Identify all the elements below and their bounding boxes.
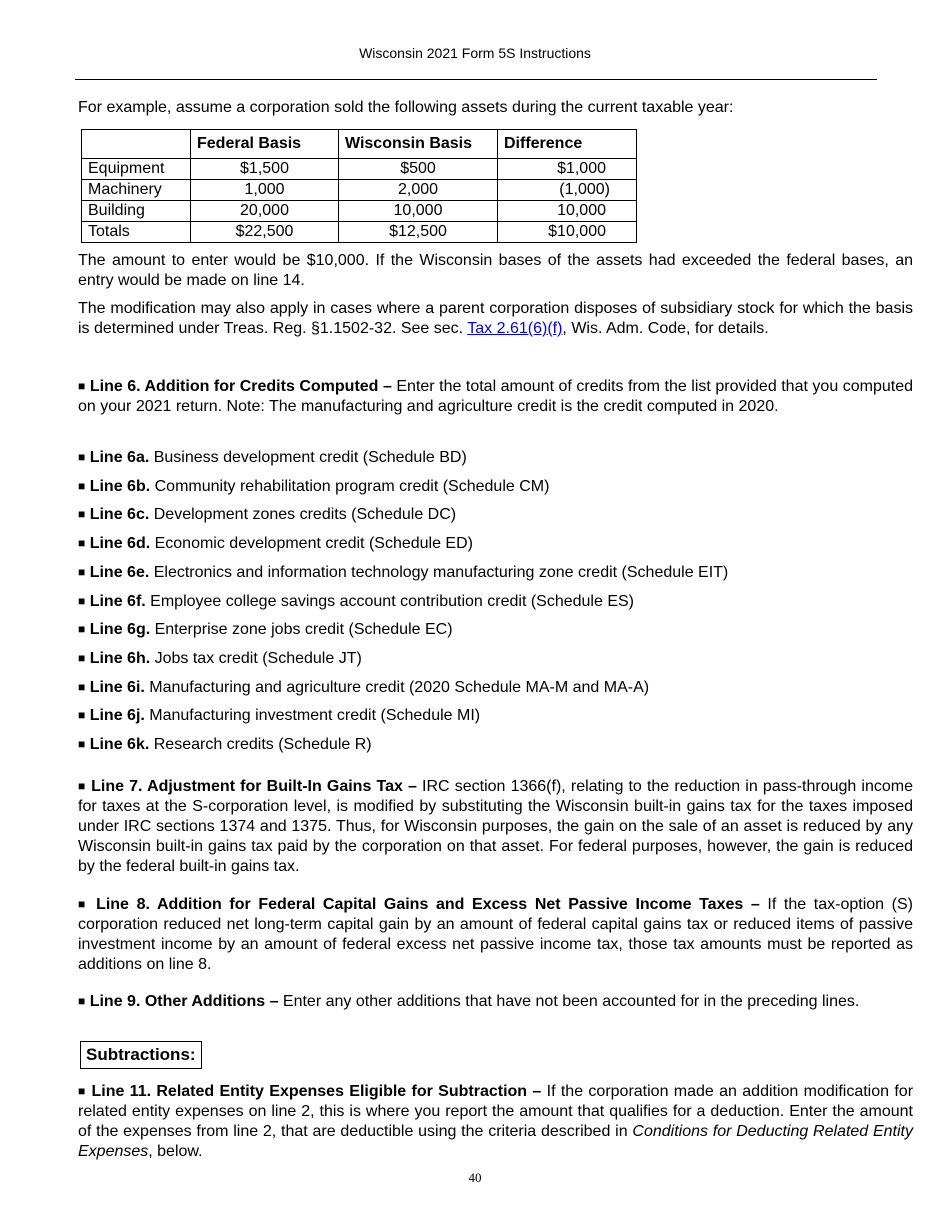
page-number: 40: [468, 1170, 482, 1185]
credit-item: [78, 504, 456, 525]
credit-line-label: Line 6b.: [89, 477, 151, 495]
credit-item: [78, 476, 549, 497]
credit-line-label: Line 6e.: [89, 563, 150, 581]
credit-line-label: Line 6a.: [89, 449, 150, 466]
text: , below.: [148, 1143, 203, 1160]
table-cell: $1,000: [498, 159, 637, 180]
text: IRC section 1366(f), relating to the reduction in pass-through income for taxes at the S-corporation level, is modified by substituting the Wisconsin built-in gains tax for the taxes imposed under IRC sections 1374 and 1375. Thus, for Wisconsin purposes, the gain on the sale of an asset is reduced by any Wisconsin built-in gains tax paid by the corporation on that asset. For federal purposes, however, the gain is reduced by the federal built-in gains tax.: [78, 778, 914, 875]
credit-item: [78, 533, 473, 554]
table-row: [82, 180, 637, 201]
basis-table: [81, 129, 637, 243]
bullet-icon: ■: [78, 737, 86, 751]
table-cell: 10,000: [498, 201, 637, 222]
bullet-icon: ■: [78, 478, 86, 493]
credit-text: Economic development credit (Schedule ED): [154, 535, 473, 553]
credit-text: Jobs tax credit (Schedule JT): [154, 649, 362, 667]
bullet-icon: ■: [78, 379, 86, 393]
credit-line-label: Line 6i.: [89, 678, 145, 696]
header-rule: [75, 79, 877, 80]
table-cell: 20,000: [191, 201, 339, 222]
table-header: [82, 130, 191, 159]
bullet-icon: ■: [78, 679, 86, 694]
credit-item: [78, 447, 467, 468]
bullet-icon: ■: [78, 564, 86, 579]
table-header: Difference: [498, 130, 637, 159]
credit-text: Development zones credits (Schedule DC): [153, 506, 457, 524]
table-cell: $22,500: [191, 222, 339, 243]
credit-text: Research credits (Schedule R): [153, 736, 372, 753]
credit-line-label: Line 6g.: [89, 621, 151, 639]
table-cell: Totals: [82, 222, 191, 243]
credit-item: [78, 562, 728, 583]
credit-item: [78, 648, 362, 669]
text: If the tax-option (S) corporation reduced net long-term capital gain by an amount of federal capital gains tax or reduced items of passive investment income by an amount of federal excess net passive income tax, those tax amounts must be reported as additions on line 8.: [78, 896, 914, 973]
line-title: Line 11. Related Entity Expenses Eligible for Subtraction –: [91, 1083, 542, 1100]
table-header-row: [82, 130, 637, 159]
bullet-icon: ■: [78, 994, 86, 1008]
credit-line-label: Line 6f.: [89, 592, 146, 610]
credit-item: [78, 705, 480, 726]
text: The modification may also apply in cases where a parent corporation disposes of subsidiary stock for which the basis is determined under Treas. Reg. §1.1502-32. See sec.: [78, 300, 913, 337]
text: Enter any other additions that have not been accounted for in the preceding lines.: [278, 993, 860, 1010]
bullet-icon: ■: [78, 622, 86, 637]
table-cell: $500: [339, 159, 498, 180]
line-title: Line 8. Addition for Federal Capital Gains and Excess Net Passive Income Taxes –: [96, 896, 760, 913]
line-title: Line 7. Adjustment for Built-In Gains Tax –: [91, 778, 417, 795]
credit-item: [78, 619, 453, 640]
subtractions-heading: Subtractions:: [80, 1041, 202, 1069]
line8-paragraph: [78, 894, 913, 975]
table-cell: Machinery: [82, 180, 191, 201]
table-cell: (1,000): [498, 180, 637, 201]
table-header: Wisconsin Basis: [339, 130, 498, 159]
credit-item: [78, 734, 372, 755]
bullet-icon: ■: [78, 708, 86, 723]
table-row: [82, 159, 637, 180]
paragraph-amount: The amount to enter would be $10,000. If the Wisconsin bases of the assets had exceeded the federal bases, an entry would be made on line 14.: [78, 252, 913, 289]
table-cell: $12,500: [339, 222, 498, 243]
credit-item: [78, 591, 634, 612]
line7-paragraph: [78, 776, 913, 877]
text: Enter the total amount of credits from the list provided that you computed on your 2021 return. Note: The manufacturing and agriculture credit is the credit computed in 2020.: [78, 378, 913, 415]
tax-code-link[interactable]: Tax 2.61(6)(f): [467, 320, 563, 337]
table-cell: 10,000: [339, 201, 498, 222]
table-cell: 1,000: [191, 180, 339, 201]
table-cell: $10,000: [498, 222, 637, 243]
text: If the corporation made an addition modification for related entity expenses on line 2, this is where you report the amount that qualifies for a deduction. Enter the amount of the expenses from line 2, that are deductible using the criteria described in: [78, 1083, 914, 1140]
table-cell: 2,000: [339, 180, 498, 201]
credit-text: Manufacturing investment credit (Schedule MI): [149, 707, 481, 725]
bullet-icon: ■: [78, 1084, 87, 1098]
credit-line-label: Line 6c.: [89, 506, 150, 524]
line11-paragraph: [78, 1081, 913, 1162]
bullet-icon: ■: [78, 593, 86, 608]
page-header: Wisconsin 2021 Form 5S Instructions: [359, 45, 591, 61]
text: , Wis. Adm. Code, for details.: [562, 320, 769, 337]
line6-paragraph: [78, 376, 913, 417]
table-row: [82, 222, 637, 243]
line-title: Line 9. Other Additions –: [89, 993, 279, 1010]
bullet-icon: ■: [78, 450, 86, 464]
bullet-icon: ■: [78, 507, 86, 522]
table-row: [82, 201, 637, 222]
credit-line-label: Line 6k.: [89, 736, 150, 753]
line-title: Line 6. Addition for Credits Computed –: [89, 378, 392, 395]
bullet-icon: ■: [78, 779, 86, 793]
bullet-icon: ■: [78, 650, 86, 665]
table-cell: Building: [82, 201, 191, 222]
table-cell: $1,500: [191, 159, 339, 180]
bullet-icon: ■: [78, 897, 89, 911]
credit-line-label: Line 6h.: [89, 649, 151, 667]
credit-text: Manufacturing and agriculture credit (2020 Schedule MA-M and MA-A): [149, 678, 650, 696]
credit-text: Electronics and information technology manufacturing zone credit (Schedule EIT): [153, 563, 729, 581]
credit-item: [78, 677, 649, 698]
line9-paragraph: [78, 991, 913, 1012]
credit-text: Employee college savings account contribution credit (Schedule ES): [150, 592, 634, 610]
table-cell: Equipment: [82, 159, 191, 180]
italic-text: Conditions for Deducting Related Entity Expenses: [78, 1123, 914, 1160]
credit-text: Enterprise zone jobs credit (Schedule EC): [154, 621, 453, 639]
paragraph-modification: [78, 299, 913, 339]
credit-text: Community rehabilitation program credit (Schedule CM): [154, 477, 550, 495]
credit-text: Business development credit (Schedule BD): [153, 449, 467, 466]
credit-line-label: Line 6j.: [89, 707, 145, 725]
credit-line-label: Line 6d.: [89, 535, 151, 553]
intro-text: For example, assume a corporation sold the following assets during the current taxable year:: [78, 99, 734, 116]
table-header: Federal Basis: [191, 130, 339, 159]
bullet-icon: ■: [78, 536, 86, 551]
